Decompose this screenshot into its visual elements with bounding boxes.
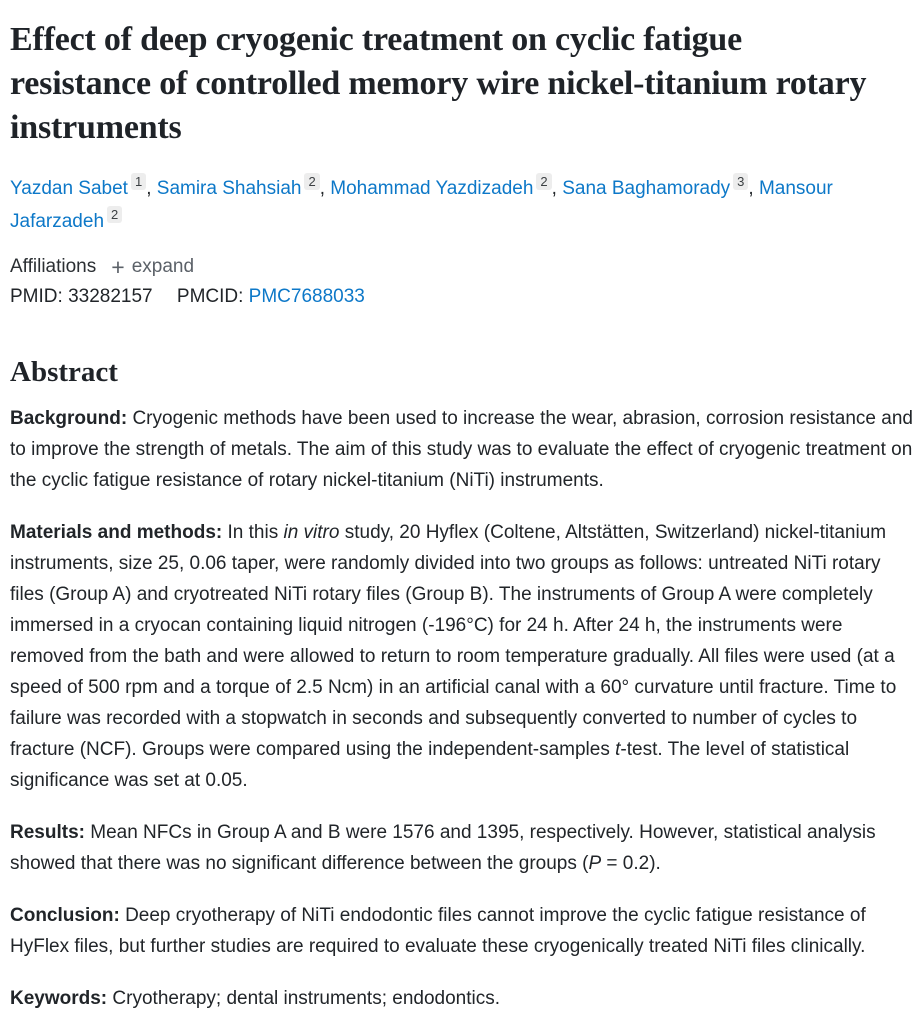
text-segment: P <box>588 853 602 874</box>
abstract-content <box>10 403 913 1014</box>
author-link[interactable]: Sana Baghamorady <box>562 178 731 199</box>
author-separator: , <box>146 178 157 199</box>
text-segment: Mean NFCs in Group A and B were 1576 and 1395, respectively. However, statistical analysis showed that there was no significant difference between the groups ( <box>10 822 876 874</box>
text-segment: Conclusion: <box>10 905 126 926</box>
pmid-value: 33282157 <box>68 286 153 307</box>
abstract-paragraph-background <box>10 403 913 496</box>
text-segment: Results: <box>10 822 91 843</box>
author-affiliation-sup[interactable]: 1 <box>131 173 146 190</box>
text-segment: = 0.2). <box>601 853 661 874</box>
text-segment: in vitro <box>283 522 340 543</box>
text-segment: Materials and methods: <box>10 522 228 543</box>
text-segment: Deep cryotherapy of NiTi endodontic files cannot improve the cyclic fatigue resistance of HyFlex files, but further studies are required to evaluate these cryogenically treated NiTi files clinically. <box>10 905 866 957</box>
identifiers-row <box>10 286 913 308</box>
author-link[interactable]: Samira Shahsiah <box>156 178 302 199</box>
affiliations-expand-button[interactable] <box>111 256 194 278</box>
author-separator: , <box>319 178 331 199</box>
author-separator: , <box>551 178 563 199</box>
author-affiliation-sup[interactable]: 2 <box>304 173 319 190</box>
text-segment: t <box>615 739 621 760</box>
text-segment: Cryotherapy; dental instruments; endodontics. <box>112 988 501 1009</box>
plus-icon: + <box>111 254 125 280</box>
abstract-paragraph-results <box>10 817 913 879</box>
text-segment: Cryogenic methods have been used to increase the wear, abrasion, corrosion resistance and to improve the strength of metals. The aim of this study was to evaluate the effect of cryogenic treatment on the cyclic fatigue resistance of rotary nickel-titanium (NiTi) instruments. <box>10 408 913 491</box>
text-segment: In this <box>227 522 284 543</box>
affiliations-label: Affiliations <box>10 256 97 277</box>
pmcid-group <box>177 286 365 307</box>
text-segment: Background: <box>10 408 133 429</box>
text-segment: study, 20 Hyflex (Coltene, Altstätten, Switzerland) nickel-titanium instruments, size 25, 0.06 taper, were randomly divided into two groups as follows: untreated NiTi rotary files (Group A) and cryotreated NiTi rotary files (Group B). The instruments of Group A were completely immersed in a cryocan containing liquid nitrogen (-196°C) for 24 h. After 24 h, the instruments were removed from the bath and were allowed to return to room temperature gradually. All files were used (at a speed of 500 rpm and a torque of 2.5 Ncm) in an artificial canal with a 60° curvature until fracture. Time to failure was recorded with a stopwatch in seconds and subsequently converted to number of cycles to fracture (NCF). Groups were compared using the independent-samples <box>10 522 897 760</box>
abstract-paragraph-materials-and-methods <box>10 517 913 796</box>
author-affiliation-sup[interactable]: 2 <box>107 206 122 223</box>
article-title: Effect of deep cryogenic treatment on cyclic fatigue resistance of controlled memory wire nickel-titanium rotary instruments <box>10 21 867 146</box>
author-link[interactable]: Yazdan Sabet <box>10 178 128 199</box>
author-affiliation-sup[interactable]: 3 <box>733 173 748 190</box>
author-separator: , <box>748 178 759 199</box>
text-segment: Keywords: <box>10 988 113 1009</box>
abstract-heading: Abstract <box>10 356 118 388</box>
author-affiliation-sup[interactable]: 2 <box>536 173 551 190</box>
abstract-paragraph-keywords <box>10 983 913 1014</box>
author-link[interactable]: Mansour Jafarzadeh <box>10 178 833 232</box>
affiliations-row <box>10 256 913 278</box>
text-segment: -test. The level of statistical significance was set at 0.05. <box>10 739 850 791</box>
affiliations-expand-label: expand <box>131 256 195 277</box>
pmid-label: PMID: <box>10 286 63 307</box>
pmcid-label: PMCID: <box>176 286 244 307</box>
author-link[interactable]: Mohammad Yazdizadeh <box>330 178 534 199</box>
authors-list <box>10 172 865 238</box>
pmcid-link[interactable]: PMC7688033 <box>248 286 365 307</box>
abstract-paragraph-conclusion <box>10 900 913 962</box>
